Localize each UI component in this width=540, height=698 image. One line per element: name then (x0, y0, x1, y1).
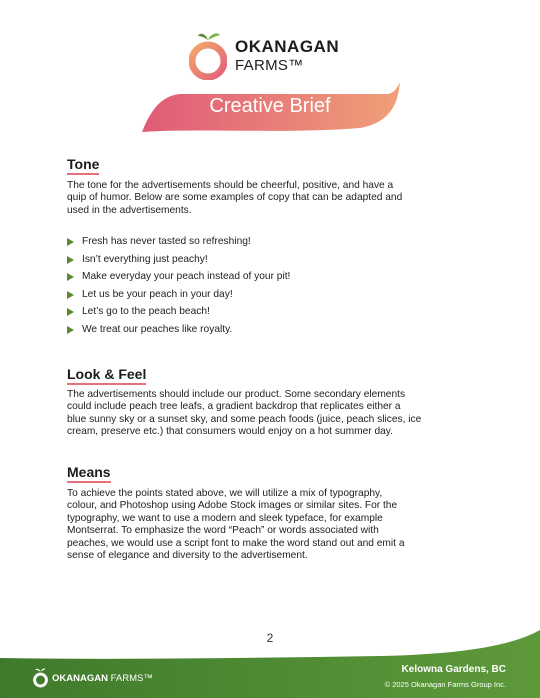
tone-intro (67, 180, 475, 217)
footer-brand-light: FARMS™ (110, 673, 153, 684)
tone-intro-line: The tone for the advertisements should be cheerful, positive, and have a (67, 180, 394, 191)
paragraph-line: could include peach tree leafs, a gradient backdrop that replicates either a (67, 401, 401, 413)
paragraph-line: Montserrat. To emphasize the word “Peach” or words associated with (67, 525, 379, 537)
paragraph-line: The advertisements should include our product. Some secondary elements (67, 389, 406, 400)
look-feel-paragraph (67, 389, 475, 439)
paragraph-line: blue sunny sky or a sunset sky, and some peach foods (juice, peach slices, ice (67, 413, 422, 425)
tone-intro-line: quip of humor. Below are some examples of copy that can be adapted and (67, 192, 403, 204)
brand-subname: FARMS™ (235, 57, 304, 74)
tone-examples-list (67, 236, 467, 342)
page-number: 2 (266, 631, 274, 645)
paragraph-line: typography, we want to use a modern and sleek typeface, for example (67, 512, 383, 524)
brand-name: OKANAGAN (235, 37, 340, 56)
triangle-bullet-icon (67, 256, 74, 264)
footer-location: Kelowna Gardens, BC (401, 664, 506, 675)
triangle-bullet-icon (67, 291, 74, 299)
footer-brand-bold: OKANAGAN (52, 673, 108, 684)
paragraph-line: peaches, we would use a script font to make the word stand out and emit a (67, 537, 405, 549)
list-item (67, 324, 467, 342)
tone-intro-line: used in the advertisements. (67, 204, 192, 216)
list-item-text: Fresh has never tasted so refreshing! (82, 236, 251, 247)
triangle-bullet-icon (67, 238, 74, 246)
list-item (67, 271, 467, 289)
means-heading: Means (67, 464, 111, 483)
paragraph-line: colour, and Photoshop using Adobe Stock images or similar sites. For the (67, 500, 398, 512)
footer-brand (52, 673, 153, 684)
list-item-text: Let’s go to the peach beach! (82, 306, 210, 318)
triangle-bullet-icon (67, 326, 74, 334)
paragraph-line: sense of elegance and diversity to the advertisement. (67, 550, 308, 562)
list-item (67, 236, 467, 254)
triangle-bullet-icon (67, 273, 74, 281)
list-item (67, 289, 467, 307)
tone-heading: Tone (67, 156, 99, 175)
list-item-text: Make everyday your peach instead of your pit! (82, 271, 291, 283)
document-title: Creative Brief (209, 95, 331, 117)
peach-logo-icon (189, 30, 227, 80)
footer-copyright: © 2025 Okanagan Farms Group Inc. (384, 680, 506, 689)
means-paragraph (67, 488, 475, 562)
look-feel-heading: Look & Feel (67, 366, 146, 385)
list-item-text: Isn’t everything just peachy! (82, 253, 208, 265)
title-banner (140, 82, 400, 134)
footer-peach-icon (32, 667, 49, 688)
list-item-text: We treat our peaches like royalty. (82, 323, 233, 335)
list-item (67, 306, 467, 324)
header-logo (189, 30, 359, 80)
paragraph-line: To achieve the points stated above, we will utilize a mix of typography, (67, 488, 383, 499)
list-item-text: Let us be your peach in your day! (82, 288, 233, 300)
triangle-bullet-icon (67, 308, 74, 316)
paragraph-line: cream, preserve etc.) that consumers would enjoy on a hot summer day. (67, 426, 393, 438)
list-item (67, 254, 467, 272)
